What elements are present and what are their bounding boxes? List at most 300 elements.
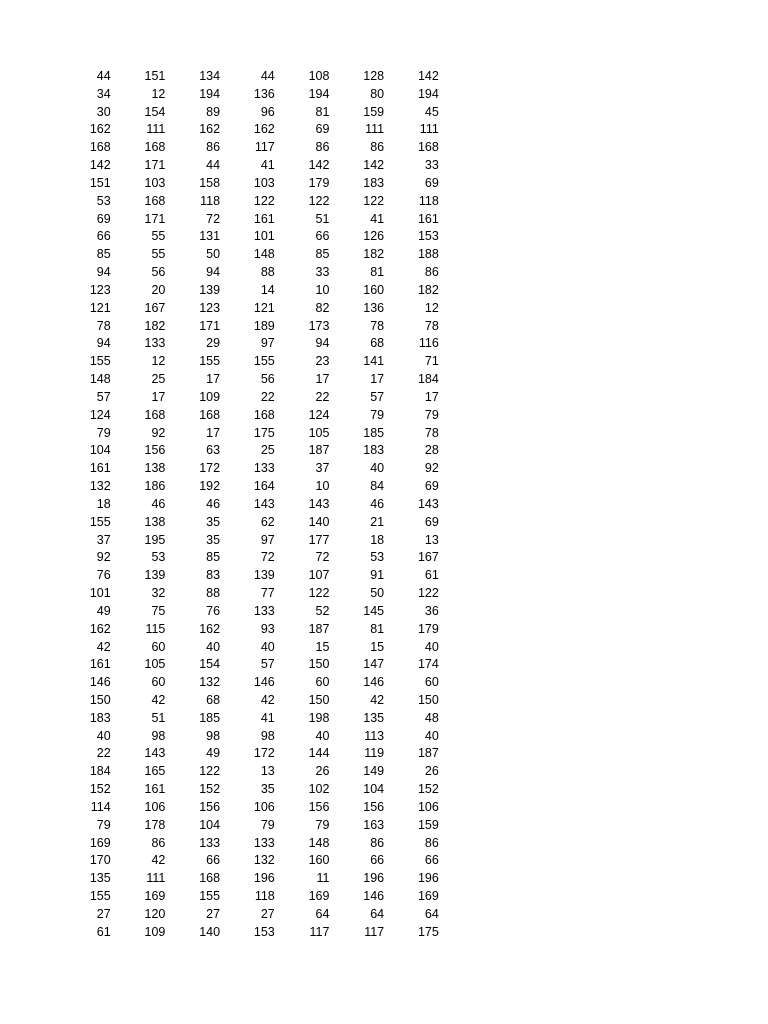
- table-cell: 122: [253, 193, 275, 208]
- table-cell: 160: [308, 853, 330, 868]
- table-cell: 122: [308, 193, 330, 208]
- table-cell: 171: [144, 158, 166, 173]
- table-row: [58, 692, 441, 710]
- table-cell: 46: [151, 496, 166, 511]
- table-cell: 162: [253, 122, 275, 137]
- table-cell: 27: [96, 906, 111, 921]
- table-cell: 37: [96, 532, 111, 547]
- table-cell: 169: [89, 835, 111, 850]
- table-cell: 177: [308, 532, 330, 547]
- table-row: [58, 532, 441, 550]
- table-cell: 141: [363, 354, 385, 369]
- table-cell: 138: [144, 514, 166, 529]
- table-cell: 42: [151, 853, 166, 868]
- table-cell: 159: [417, 817, 439, 832]
- table-cell: 151: [144, 69, 166, 83]
- table-cell: 107: [308, 568, 330, 583]
- table-cell: 46: [206, 496, 221, 511]
- table-cell: 92: [424, 461, 439, 476]
- table-cell: 30: [96, 104, 111, 119]
- table-cell: 140: [308, 514, 330, 529]
- table-cell: 165: [144, 764, 166, 779]
- table-cell: 161: [89, 657, 111, 672]
- table-cell: 104: [363, 782, 385, 797]
- table-cell: 15: [315, 639, 330, 654]
- table-cell: 81: [370, 265, 385, 280]
- table-row: [58, 852, 441, 870]
- table-cell: 113: [364, 728, 385, 743]
- table-cell: 140: [199, 924, 221, 939]
- table-cell: 44: [96, 69, 111, 83]
- table-cell: 161: [89, 461, 111, 476]
- table-cell: 51: [151, 710, 166, 725]
- table-cell: 168: [253, 407, 275, 422]
- table-cell: 132: [199, 675, 221, 690]
- table-cell: 119: [364, 746, 385, 761]
- table-cell: 83: [206, 568, 221, 583]
- table-cell: 161: [253, 211, 275, 226]
- table-cell: 78: [96, 318, 111, 333]
- table-cell: 86: [370, 140, 385, 155]
- table-cell: 167: [144, 300, 166, 315]
- table-cell: 55: [151, 229, 166, 244]
- table-cell: 187: [308, 621, 330, 636]
- table-cell: 133: [199, 835, 221, 850]
- table-cell: 22: [315, 389, 330, 404]
- table-cell: 69: [424, 175, 439, 190]
- table-cell: 133: [253, 461, 275, 476]
- table-cell: 142: [417, 69, 439, 83]
- table-cell: 57: [96, 389, 111, 404]
- table-cell: 77: [260, 586, 275, 601]
- table-cell: 13: [424, 532, 439, 547]
- table-cell: 66: [370, 853, 385, 868]
- table-cell: 53: [151, 550, 166, 565]
- table-cell: 143: [308, 496, 330, 511]
- table-cell: 33: [315, 265, 330, 280]
- table-cell: 57: [260, 657, 275, 672]
- table-row: [58, 567, 441, 585]
- table-cell: 11: [316, 871, 330, 886]
- table-cell: 194: [199, 86, 221, 101]
- table-cell: 168: [144, 193, 166, 208]
- table-cell: 155: [199, 354, 221, 369]
- table-cell: 60: [315, 675, 330, 690]
- table-cell: 18: [96, 496, 111, 511]
- table-cell: 56: [151, 265, 166, 280]
- table-cell: 154: [144, 104, 166, 119]
- table-cell: 17: [424, 389, 439, 404]
- table-row: [58, 407, 441, 425]
- table-cell: 143: [144, 746, 166, 761]
- table-cell: 12: [151, 354, 166, 369]
- table-cell: 49: [96, 603, 111, 618]
- table-cell: 79: [260, 817, 275, 832]
- table-cell: 86: [424, 835, 439, 850]
- table-cell: 79: [424, 407, 439, 422]
- table-cell: 182: [417, 282, 439, 297]
- table-cell: 86: [206, 140, 221, 155]
- table-cell: 135: [89, 871, 111, 886]
- number-table: [58, 68, 441, 942]
- table-cell: 86: [315, 140, 330, 155]
- table-cell: 71: [424, 354, 439, 369]
- table-cell: 92: [96, 550, 111, 565]
- table-cell: 156: [199, 799, 221, 814]
- table-cell: 66: [96, 229, 111, 244]
- table-cell: 155: [89, 514, 111, 529]
- table-cell: 162: [199, 621, 221, 636]
- table-cell: 150: [308, 692, 330, 707]
- table-cell: 126: [363, 229, 385, 244]
- table-cell: 171: [144, 211, 166, 226]
- table-cell: 146: [363, 889, 385, 904]
- table-cell: 85: [315, 247, 330, 262]
- table-cell: 69: [96, 211, 111, 226]
- table-cell: 44: [206, 158, 221, 173]
- table-cell: 34: [96, 86, 111, 101]
- table-cell: 162: [89, 122, 111, 137]
- table-cell: 142: [89, 158, 111, 173]
- table-cell: 76: [206, 603, 221, 618]
- table-cell: 79: [370, 407, 385, 422]
- table-row: [58, 585, 441, 603]
- table-cell: 143: [253, 496, 275, 511]
- table-cell: 172: [253, 746, 275, 761]
- table-row: [58, 335, 441, 353]
- table-cell: 189: [253, 318, 275, 333]
- table-cell: 183: [363, 443, 385, 458]
- table-cell: 29: [206, 336, 221, 351]
- table-cell: 62: [260, 514, 275, 529]
- table-cell: 40: [260, 639, 275, 654]
- table-row: [58, 924, 441, 942]
- table-cell: 72: [315, 550, 330, 565]
- table-cell: 151: [89, 175, 111, 190]
- table-cell: 40: [424, 639, 439, 654]
- table-cell: 133: [253, 835, 275, 850]
- table-row: [58, 603, 441, 621]
- table-cell: 94: [96, 265, 111, 280]
- table-cell: 64: [370, 906, 385, 921]
- table-cell: 150: [417, 692, 439, 707]
- table-cell: 111: [146, 122, 166, 137]
- table-cell: 179: [417, 621, 439, 636]
- table-cell: 86: [151, 835, 166, 850]
- table-cell: 53: [96, 193, 111, 208]
- table-cell: 183: [89, 710, 111, 725]
- table-row: [58, 318, 441, 336]
- table-cell: 167: [417, 550, 439, 565]
- table-cell: 53: [370, 550, 385, 565]
- table-row: [58, 460, 441, 478]
- table-cell: 13: [260, 764, 275, 779]
- table-cell: 40: [424, 728, 439, 743]
- table-cell: 35: [206, 514, 221, 529]
- table-row: [58, 888, 441, 906]
- table-cell: 122: [363, 193, 385, 208]
- table-cell: 185: [363, 425, 385, 440]
- table-cell: 101: [253, 229, 275, 244]
- table-row: [58, 86, 441, 104]
- table-cell: 152: [89, 782, 111, 797]
- table-cell: 169: [308, 889, 330, 904]
- table-cell: 169: [144, 889, 166, 904]
- table-row: [58, 425, 441, 443]
- table-cell: 155: [89, 354, 111, 369]
- table-row: [58, 870, 441, 888]
- table-cell: 175: [253, 425, 275, 440]
- table-cell: 179: [308, 175, 330, 190]
- table-cell: 10: [315, 479, 330, 494]
- table-row: [58, 710, 441, 728]
- table-cell: 94: [315, 336, 330, 351]
- table-row: [58, 104, 441, 122]
- table-cell: 51: [315, 211, 330, 226]
- table-row: [58, 228, 441, 246]
- table-cell: 79: [96, 425, 111, 440]
- table-cell: 184: [89, 764, 111, 779]
- table-cell: 66: [206, 853, 221, 868]
- table-cell: 184: [417, 372, 439, 387]
- table-cell: 156: [144, 443, 166, 458]
- table-row: [58, 264, 441, 282]
- table-cell: 185: [199, 710, 221, 725]
- table-cell: 37: [315, 461, 330, 476]
- table-cell: 121: [253, 300, 275, 315]
- table-cell: 150: [89, 692, 111, 707]
- table-cell: 26: [424, 764, 439, 779]
- table-cell: 66: [424, 853, 439, 868]
- table-cell: 56: [260, 372, 275, 387]
- table-row: [58, 728, 441, 746]
- table-cell: 105: [308, 425, 330, 440]
- table-cell: 194: [417, 86, 439, 101]
- table-row: [58, 282, 441, 300]
- table-row: [58, 906, 441, 924]
- table-cell: 14: [260, 282, 275, 297]
- table-cell: 139: [253, 568, 275, 583]
- table-cell: 96: [260, 104, 275, 119]
- table-cell: 21: [370, 514, 385, 529]
- table-cell: 182: [363, 247, 385, 262]
- table-cell: 105: [144, 657, 166, 672]
- table-cell: 15: [370, 639, 385, 654]
- table-cell: 64: [424, 906, 439, 921]
- table-cell: 106: [417, 799, 439, 814]
- table-cell: 52: [315, 603, 330, 618]
- table-row: [58, 246, 441, 264]
- table-cell: 187: [417, 746, 439, 761]
- table-cell: 32: [151, 586, 166, 601]
- table-cell: 40: [96, 728, 111, 743]
- table-row: [58, 621, 441, 639]
- table-cell: 23: [315, 354, 330, 369]
- table-cell: 143: [417, 496, 439, 511]
- table-cell: 170: [89, 853, 111, 868]
- table-cell: 86: [424, 265, 439, 280]
- table-row: [58, 175, 441, 193]
- table-row: [58, 781, 441, 799]
- table-cell: 102: [308, 782, 330, 797]
- table-cell: 172: [199, 461, 221, 476]
- table-row: [58, 835, 441, 853]
- table-cell: 149: [363, 764, 385, 779]
- table-cell: 104: [89, 443, 111, 458]
- table-cell: 173: [308, 318, 330, 333]
- table-cell: 148: [253, 247, 275, 262]
- table-cell: 182: [144, 318, 166, 333]
- table-cell: 41: [260, 710, 275, 725]
- table-cell: 72: [260, 550, 275, 565]
- table-cell: 57: [370, 389, 385, 404]
- table-cell: 124: [89, 407, 111, 422]
- table-cell: 86: [370, 835, 385, 850]
- table-cell: 116: [418, 336, 439, 351]
- table-cell: 118: [254, 889, 275, 904]
- table-cell: 92: [151, 425, 166, 440]
- table-row: [58, 68, 441, 86]
- table-cell: 168: [417, 140, 439, 155]
- table-cell: 61: [424, 568, 439, 583]
- table-cell: 69: [424, 514, 439, 529]
- table-cell: 196: [253, 871, 275, 886]
- table-cell: 161: [144, 782, 166, 797]
- table-cell: 122: [308, 586, 330, 601]
- table-cell: 63: [206, 443, 221, 458]
- table-row: [58, 121, 441, 139]
- table-cell: 195: [144, 532, 166, 547]
- table-cell: 146: [89, 675, 111, 690]
- table-cell: 144: [308, 746, 330, 761]
- table-cell: 33: [424, 158, 439, 173]
- table-cell: 139: [144, 568, 166, 583]
- table-cell: 122: [417, 586, 439, 601]
- table-cell: 42: [151, 692, 166, 707]
- table-cell: 183: [363, 175, 385, 190]
- table-cell: 40: [315, 728, 330, 743]
- table-row: [58, 442, 441, 460]
- table-cell: 155: [89, 889, 111, 904]
- table-cell: 109: [144, 924, 166, 939]
- table-cell: 42: [260, 692, 275, 707]
- table-cell: 81: [370, 621, 385, 636]
- table-row: [58, 371, 441, 389]
- table-cell: 118: [200, 193, 221, 208]
- table-cell: 17: [370, 372, 385, 387]
- table-cell: 168: [144, 407, 166, 422]
- table-cell: 78: [424, 425, 439, 440]
- table-cell: 168: [199, 871, 221, 886]
- table-row: [58, 656, 441, 674]
- table-cell: 98: [260, 728, 275, 743]
- table-cell: 22: [260, 389, 275, 404]
- table-cell: 36: [424, 603, 439, 618]
- table-row: [58, 139, 441, 157]
- table-cell: 196: [363, 871, 385, 886]
- table-cell: 40: [370, 461, 385, 476]
- table-cell: 44: [260, 69, 275, 83]
- table-cell: 55: [151, 247, 166, 262]
- table-cell: 50: [370, 586, 385, 601]
- table-cell: 168: [89, 140, 111, 155]
- table-cell: 10: [315, 282, 330, 297]
- table-cell: 42: [96, 639, 111, 654]
- table-cell: 142: [308, 158, 330, 173]
- table-cell: 198: [308, 710, 330, 725]
- table-cell: 103: [144, 175, 166, 190]
- table-cell: 81: [315, 104, 330, 119]
- table-cell: 46: [370, 496, 385, 511]
- table-row: [58, 639, 441, 657]
- table-cell: 106: [144, 799, 166, 814]
- table-cell: 50: [206, 247, 221, 262]
- table-cell: 147: [363, 657, 385, 672]
- table-cell: 169: [417, 889, 439, 904]
- table-cell: 186: [144, 479, 166, 494]
- table-cell: 164: [253, 479, 275, 494]
- table-cell: 117: [364, 924, 385, 939]
- table-cell: 91: [370, 568, 385, 583]
- table-cell: 88: [260, 265, 275, 280]
- table-cell: 68: [370, 336, 385, 351]
- table-cell: 114: [90, 799, 111, 814]
- table-cell: 174: [417, 657, 439, 672]
- table-row: [58, 211, 441, 229]
- table-cell: 12: [151, 86, 166, 101]
- table-cell: 196: [417, 871, 439, 886]
- table-cell: 97: [260, 336, 275, 351]
- table-row: [58, 193, 441, 211]
- table-row: [58, 549, 441, 567]
- table-cell: 163: [363, 817, 385, 832]
- table-cell: 138: [144, 461, 166, 476]
- table-cell: 111: [419, 122, 439, 137]
- table-cell: 27: [206, 906, 221, 921]
- table-cell: 28: [424, 443, 439, 458]
- table-cell: 69: [315, 122, 330, 137]
- table-row: [58, 817, 441, 835]
- table-cell: 168: [199, 407, 221, 422]
- table-cell: 69: [424, 479, 439, 494]
- table-cell: 115: [145, 621, 166, 636]
- table-cell: 89: [206, 104, 221, 119]
- table-cell: 27: [260, 906, 275, 921]
- table-cell: 94: [206, 265, 221, 280]
- table-cell: 134: [199, 69, 221, 83]
- table-cell: 175: [417, 924, 439, 939]
- table-row: [58, 745, 441, 763]
- table-cell: 60: [151, 639, 166, 654]
- table-cell: 117: [309, 924, 330, 939]
- table-cell: 79: [96, 817, 111, 832]
- table-row: [58, 389, 441, 407]
- table-cell: 40: [206, 639, 221, 654]
- table-cell: 131: [199, 229, 221, 244]
- table-cell: 84: [370, 479, 385, 494]
- table-cell: 98: [206, 728, 221, 743]
- table-cell: 35: [260, 782, 275, 797]
- table-cell: 111: [146, 871, 166, 886]
- table-cell: 161: [417, 211, 439, 226]
- table-cell: 41: [260, 158, 275, 173]
- table-cell: 153: [253, 924, 275, 939]
- table-cell: 118: [418, 193, 439, 208]
- table-cell: 60: [424, 675, 439, 690]
- table-cell: 17: [206, 372, 221, 387]
- table-cell: 160: [363, 282, 385, 297]
- table-cell: 187: [308, 443, 330, 458]
